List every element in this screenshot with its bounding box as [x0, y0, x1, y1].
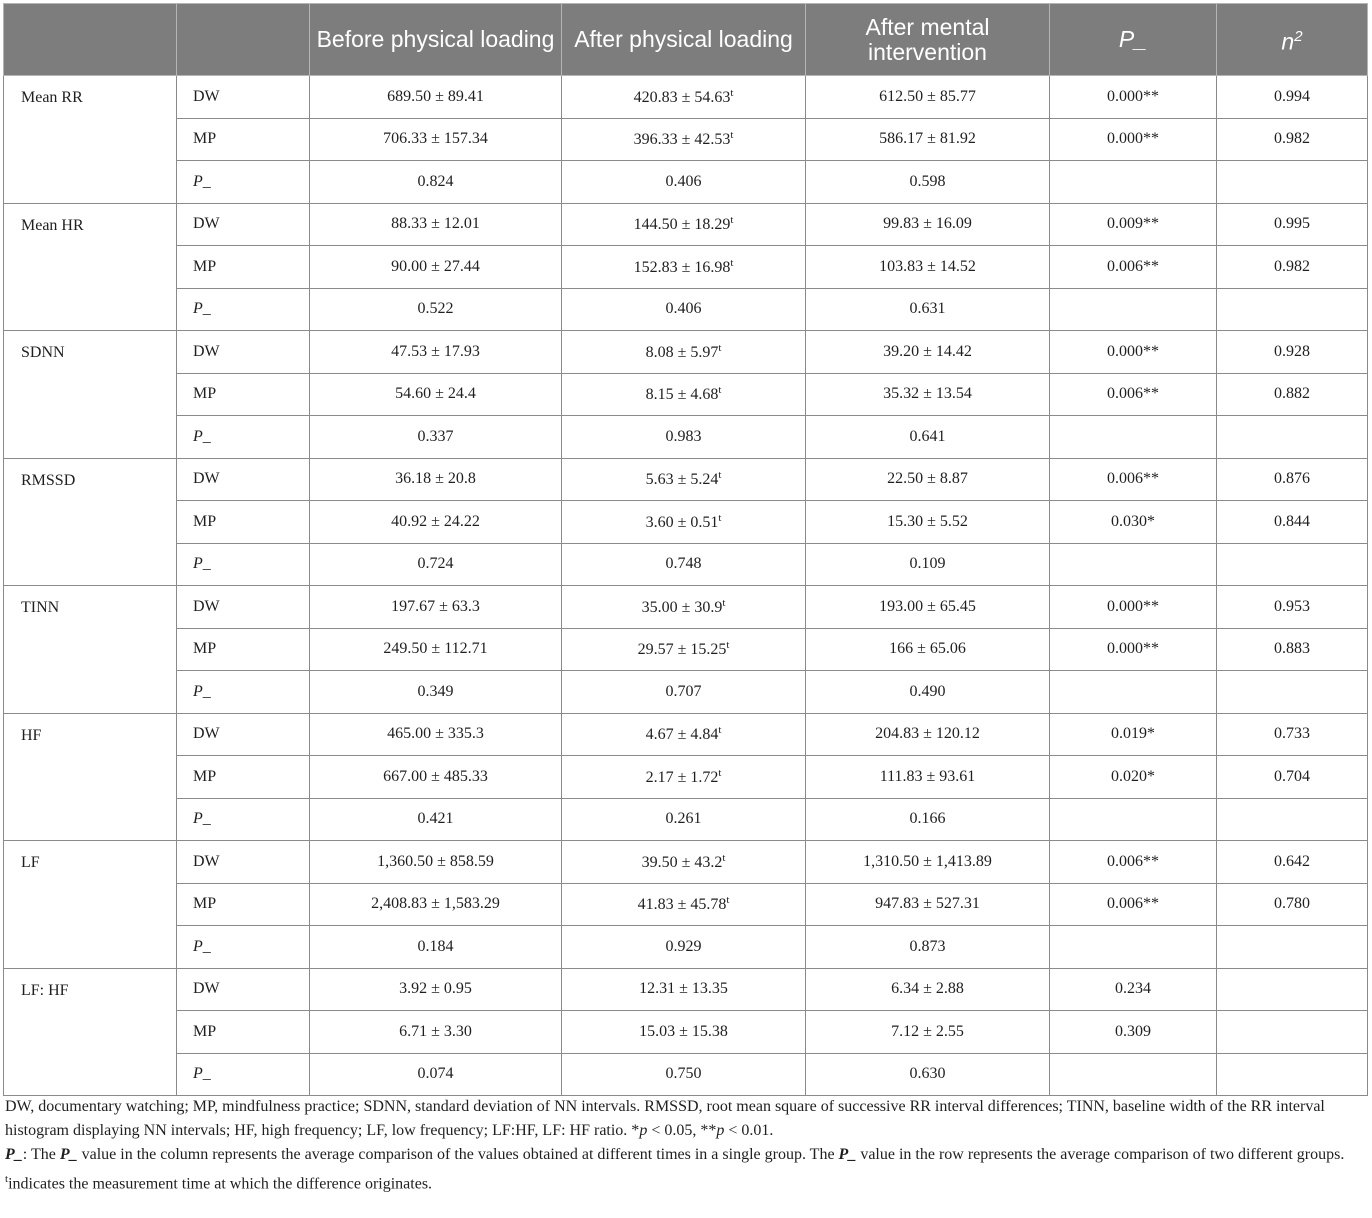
difference-origin-marker: t — [730, 214, 734, 227]
group-label: MP — [177, 756, 310, 799]
after-mental-intervention-cell: 0.641 — [806, 416, 1050, 459]
difference-origin-marker: t — [718, 511, 722, 524]
effect-size-cell — [1217, 968, 1368, 1011]
p-value-cell: 0.000** — [1050, 331, 1217, 374]
effect-size-cell: 0.876 — [1217, 458, 1368, 501]
after-physical-loading-cell — [562, 118, 806, 161]
after-physical-loading-value: 8.15 ± 4.68 — [645, 386, 719, 404]
group-label: DW — [177, 76, 310, 119]
after-physical-loading-value: 12.31 ± 13.35 — [639, 980, 728, 998]
effect-size-cell: 0.642 — [1217, 841, 1368, 884]
group-label: P_ — [177, 798, 310, 841]
p-value-cell — [1050, 926, 1217, 969]
header-effect-size-superscript: 2 — [1294, 28, 1303, 46]
header-row — [4, 4, 1368, 76]
difference-origin-marker: t — [718, 341, 722, 354]
footnote-p-text: value in the column represents the average comparison of the values obtained at different times in a single group. The — [77, 1146, 839, 1163]
after-physical-loading-value: 420.83 ± 54.63 — [633, 88, 731, 106]
header-p-value: P_ — [1050, 4, 1217, 76]
difference-origin-marker: t — [726, 639, 730, 652]
table-row — [4, 671, 1368, 714]
footnote-superscript-marker: t — [5, 1173, 9, 1185]
table-row — [4, 118, 1368, 161]
after-physical-loading-cell — [562, 288, 806, 331]
after-mental-intervention-cell: 0.490 — [806, 671, 1050, 714]
after-mental-intervention-cell: 103.83 ± 14.52 — [806, 246, 1050, 289]
before-loading-cell: 197.67 ± 63.3 — [310, 586, 562, 629]
after-physical-loading-value: 0.406 — [665, 172, 702, 190]
table-row — [4, 331, 1368, 374]
group-label: MP — [177, 1011, 310, 1054]
after-mental-intervention-cell: 1,310.50 ± 1,413.89 — [806, 841, 1050, 884]
parameter-label: TINN — [4, 586, 177, 714]
after-physical-loading-cell — [562, 161, 806, 204]
difference-origin-marker: t — [718, 766, 722, 779]
after-physical-loading-cell — [562, 373, 806, 416]
footnote-superscript-definition — [5, 1167, 1367, 1196]
effect-size-cell — [1217, 416, 1368, 459]
after-mental-intervention-cell: 0.631 — [806, 288, 1050, 331]
footnote-threshold-1: < 0.05, ** — [647, 1122, 717, 1139]
difference-origin-marker: t — [722, 596, 726, 609]
group-label: MP — [177, 246, 310, 289]
table-row — [4, 586, 1368, 629]
p-value-cell: 0.006** — [1050, 841, 1217, 884]
table-row — [4, 246, 1368, 289]
before-loading-cell: 2,408.83 ± 1,583.29 — [310, 883, 562, 926]
parameter-label: Mean RR — [4, 76, 177, 204]
after-physical-loading-value: 41.83 ± 45.78 — [637, 896, 727, 914]
group-label: P_ — [177, 1053, 310, 1096]
after-mental-intervention-cell: 0.109 — [806, 543, 1050, 586]
p-value-cell: 0.006** — [1050, 883, 1217, 926]
before-loading-cell: 0.074 — [310, 1053, 562, 1096]
footnote-threshold-2: < 0.01. — [724, 1122, 774, 1139]
after-physical-loading-value: 29.57 ± 15.25 — [637, 641, 727, 659]
parameter-label: HF — [4, 713, 177, 841]
after-physical-loading-cell — [562, 798, 806, 841]
before-loading-cell: 36.18 ± 20.8 — [310, 458, 562, 501]
after-mental-intervention-cell: 612.50 ± 85.77 — [806, 76, 1050, 119]
effect-size-cell: 0.883 — [1217, 628, 1368, 671]
after-physical-loading-value: 0.929 — [665, 937, 702, 955]
after-mental-intervention-cell: 947.83 ± 527.31 — [806, 883, 1050, 926]
before-loading-cell: 47.53 ± 17.93 — [310, 331, 562, 374]
effect-size-cell — [1217, 926, 1368, 969]
parameter-label: LF — [4, 841, 177, 969]
group-label: P_ — [177, 416, 310, 459]
after-physical-loading-value: 5.63 ± 5.24 — [645, 471, 719, 489]
effect-size-cell — [1217, 798, 1368, 841]
group-label: DW — [177, 713, 310, 756]
after-physical-loading-value: 0.748 — [665, 555, 702, 573]
after-mental-intervention-cell: 111.83 ± 93.61 — [806, 756, 1050, 799]
p-value-cell: 0.000** — [1050, 628, 1217, 671]
after-physical-loading-cell — [562, 671, 806, 714]
effect-size-cell: 0.780 — [1217, 883, 1368, 926]
after-physical-loading-value: 39.50 ± 43.2 — [641, 853, 723, 871]
after-physical-loading-cell — [562, 841, 806, 884]
effect-size-cell — [1217, 1053, 1368, 1096]
footnote-p-term: P_ — [5, 1146, 23, 1163]
after-mental-intervention-cell: 7.12 ± 2.55 — [806, 1011, 1050, 1054]
table-row — [4, 713, 1368, 756]
table-row — [4, 76, 1368, 119]
after-physical-loading-value: 35.00 ± 30.9 — [641, 598, 723, 616]
footnote-p-term: P_ — [59, 1146, 78, 1163]
after-mental-intervention-cell: 6.34 ± 2.88 — [806, 968, 1050, 1011]
before-loading-cell: 706.33 ± 157.34 — [310, 118, 562, 161]
effect-size-cell: 0.928 — [1217, 331, 1368, 374]
difference-origin-marker: t — [730, 129, 734, 142]
table-row — [4, 628, 1368, 671]
effect-size-cell — [1217, 671, 1368, 714]
p-value-cell — [1050, 288, 1217, 331]
table-row — [4, 798, 1368, 841]
footnote-p-text: value in the row represents the average comparison of two different groups. — [856, 1146, 1345, 1163]
after-mental-intervention-cell: 0.166 — [806, 798, 1050, 841]
difference-origin-marker: t — [718, 724, 722, 737]
header-blank-parameter — [4, 4, 177, 76]
after-physical-loading-value: 0.707 — [665, 682, 702, 700]
p-value-cell — [1050, 671, 1217, 714]
before-loading-cell: 465.00 ± 335.3 — [310, 713, 562, 756]
group-label: P_ — [177, 288, 310, 331]
p-value-cell: 0.006** — [1050, 246, 1217, 289]
header-effect-size — [1217, 4, 1368, 76]
p-value-cell — [1050, 1053, 1217, 1096]
before-loading-cell: 54.60 ± 24.4 — [310, 373, 562, 416]
group-label: DW — [177, 203, 310, 246]
difference-origin-marker: t — [718, 384, 722, 397]
group-label: DW — [177, 586, 310, 629]
after-physical-loading-value: 0.406 — [665, 300, 702, 318]
group-label: DW — [177, 968, 310, 1011]
table-row — [4, 161, 1368, 204]
p-value-cell: 0.000** — [1050, 586, 1217, 629]
after-physical-loading-value: 0.750 — [665, 1065, 702, 1083]
group-label: DW — [177, 458, 310, 501]
difference-origin-marker: t — [730, 256, 734, 269]
p-value-cell: 0.009** — [1050, 203, 1217, 246]
before-loading-cell: 689.50 ± 89.41 — [310, 76, 562, 119]
after-mental-intervention-cell: 99.83 ± 16.09 — [806, 203, 1050, 246]
parameter-label: SDNN — [4, 331, 177, 459]
before-loading-cell: 0.337 — [310, 416, 562, 459]
p-value-cell: 0.000** — [1050, 76, 1217, 119]
effect-size-cell: 0.995 — [1217, 203, 1368, 246]
table-row — [4, 543, 1368, 586]
after-mental-intervention-cell: 204.83 ± 120.12 — [806, 713, 1050, 756]
effect-size-cell: 0.733 — [1217, 713, 1368, 756]
table-header — [4, 4, 1368, 76]
after-mental-intervention-cell: 586.17 ± 81.92 — [806, 118, 1050, 161]
after-physical-loading-cell — [562, 543, 806, 586]
header-after-mental-intervention: After mental intervention — [806, 4, 1050, 76]
footnote-p-definition — [5, 1143, 1367, 1167]
before-loading-cell: 88.33 ± 12.01 — [310, 203, 562, 246]
before-loading-cell: 6.71 ± 3.30 — [310, 1011, 562, 1054]
effect-size-cell: 0.844 — [1217, 501, 1368, 544]
footnote-p-term: P_ — [838, 1146, 857, 1163]
after-physical-loading-cell — [562, 756, 806, 799]
table-row — [4, 1053, 1368, 1096]
after-physical-loading-value: 8.08 ± 5.97 — [645, 343, 719, 361]
table-row — [4, 883, 1368, 926]
p-value-cell: 0.234 — [1050, 968, 1217, 1011]
parameter-label: LF: HF — [4, 968, 177, 1096]
effect-size-cell: 0.982 — [1217, 118, 1368, 161]
after-mental-intervention-cell: 0.873 — [806, 926, 1050, 969]
before-loading-cell: 3.92 ± 0.95 — [310, 968, 562, 1011]
p-value-cell — [1050, 161, 1217, 204]
table-body — [4, 76, 1368, 1096]
p-value-cell — [1050, 416, 1217, 459]
table-row — [4, 416, 1368, 459]
after-physical-loading-cell — [562, 458, 806, 501]
after-physical-loading-value: 2.17 ± 1.72 — [645, 768, 719, 786]
after-physical-loading-value: 0.983 — [665, 427, 702, 445]
footnote-p-text: : The — [22, 1146, 60, 1163]
effect-size-cell: 0.882 — [1217, 373, 1368, 416]
p-value-cell: 0.000** — [1050, 118, 1217, 161]
effect-size-cell — [1217, 1011, 1368, 1054]
footnote-abbreviations-text: DW, documentary watching; MP, mindfulness practice; SDNN, standard deviation of NN intervals. RMSSD, root mean square of successive RR interval differences; TINN, baseline width of the RR interval histogram displaying NN intervals; HF, high frequency; LF, low frequency; LF:HF, LF: HF ratio. * — [5, 1098, 1325, 1139]
before-loading-cell: 0.184 — [310, 926, 562, 969]
parameter-label: Mean HR — [4, 203, 177, 331]
table-row — [4, 841, 1368, 884]
p-value-cell: 0.020* — [1050, 756, 1217, 799]
before-loading-cell: 0.349 — [310, 671, 562, 714]
group-label: DW — [177, 841, 310, 884]
before-loading-cell: 667.00 ± 485.33 — [310, 756, 562, 799]
after-physical-loading-value: 152.83 ± 16.98 — [633, 258, 731, 276]
table-row — [4, 756, 1368, 799]
header-after-physical-loading: After physical loading — [562, 4, 806, 76]
before-loading-cell: 0.421 — [310, 798, 562, 841]
before-loading-cell: 0.824 — [310, 161, 562, 204]
difference-origin-marker: t — [722, 851, 726, 864]
after-mental-intervention-cell: 166 ± 65.06 — [806, 628, 1050, 671]
effect-size-cell — [1217, 161, 1368, 204]
after-physical-loading-value: 0.261 — [665, 810, 702, 828]
group-label: DW — [177, 331, 310, 374]
after-physical-loading-value: 144.50 ± 18.29 — [633, 216, 731, 234]
group-label: P_ — [177, 543, 310, 586]
table-row — [4, 373, 1368, 416]
table-row — [4, 501, 1368, 544]
after-physical-loading-cell — [562, 628, 806, 671]
group-label: MP — [177, 501, 310, 544]
table-row — [4, 968, 1368, 1011]
group-label: MP — [177, 373, 310, 416]
after-physical-loading-cell — [562, 76, 806, 119]
after-physical-loading-cell — [562, 1053, 806, 1096]
after-physical-loading-cell — [562, 586, 806, 629]
parameter-label: RMSSD — [4, 458, 177, 586]
after-physical-loading-value: 396.33 ± 42.53 — [633, 131, 731, 149]
effect-size-cell: 0.994 — [1217, 76, 1368, 119]
after-physical-loading-cell — [562, 501, 806, 544]
after-mental-intervention-cell: 193.00 ± 65.45 — [806, 586, 1050, 629]
after-mental-intervention-cell: 15.30 ± 5.52 — [806, 501, 1050, 544]
group-label: P_ — [177, 926, 310, 969]
after-physical-loading-cell — [562, 713, 806, 756]
table-row — [4, 1011, 1368, 1054]
header-blank-group — [177, 4, 310, 76]
group-label: P_ — [177, 671, 310, 714]
p-value-cell: 0.019* — [1050, 713, 1217, 756]
after-physical-loading-cell — [562, 883, 806, 926]
effect-size-cell: 0.704 — [1217, 756, 1368, 799]
effect-size-cell: 0.982 — [1217, 246, 1368, 289]
before-loading-cell: 40.92 ± 24.22 — [310, 501, 562, 544]
after-mental-intervention-cell: 35.32 ± 13.54 — [806, 373, 1050, 416]
after-physical-loading-cell — [562, 246, 806, 289]
after-physical-loading-cell — [562, 331, 806, 374]
group-label: MP — [177, 628, 310, 671]
before-loading-cell: 1,360.50 ± 858.59 — [310, 841, 562, 884]
after-physical-loading-cell — [562, 203, 806, 246]
after-physical-loading-value: 15.03 ± 15.38 — [639, 1022, 728, 1040]
header-before-physical-loading: Before physical loading — [310, 4, 562, 76]
p-value-cell: 0.006** — [1050, 373, 1217, 416]
p-value-cell: 0.309 — [1050, 1011, 1217, 1054]
after-mental-intervention-cell: 0.598 — [806, 161, 1050, 204]
difference-origin-marker: t — [726, 894, 730, 907]
results-table-container — [3, 3, 1367, 1096]
after-physical-loading-cell — [562, 1011, 806, 1054]
table-row — [4, 203, 1368, 246]
footnote-p-symbol: p — [639, 1122, 648, 1139]
effect-size-cell: 0.953 — [1217, 586, 1368, 629]
p-value-cell: 0.030* — [1050, 501, 1217, 544]
header-effect-size-base: n — [1281, 28, 1295, 55]
before-loading-cell: 249.50 ± 112.71 — [310, 628, 562, 671]
before-loading-cell: 0.522 — [310, 288, 562, 331]
after-mental-intervention-cell: 0.630 — [806, 1053, 1050, 1096]
table-row — [4, 458, 1368, 501]
footnote-superscript-text: indicates the measurement time at which the difference originates. — [8, 1175, 433, 1193]
before-loading-cell: 90.00 ± 27.44 — [310, 246, 562, 289]
difference-origin-marker: t — [730, 86, 734, 99]
effect-size-cell — [1217, 288, 1368, 331]
after-physical-loading-cell — [562, 416, 806, 459]
after-physical-loading-cell — [562, 968, 806, 1011]
effect-size-cell — [1217, 543, 1368, 586]
group-label: P_ — [177, 161, 310, 204]
group-label: MP — [177, 118, 310, 161]
after-mental-intervention-cell: 39.20 ± 14.42 — [806, 331, 1050, 374]
table-footnotes — [5, 1095, 1367, 1196]
group-label: MP — [177, 883, 310, 926]
after-physical-loading-value: 3.60 ± 0.51 — [645, 513, 719, 531]
hrv-results-table — [3, 3, 1368, 1096]
before-loading-cell: 0.724 — [310, 543, 562, 586]
table-row — [4, 926, 1368, 969]
p-value-cell — [1050, 798, 1217, 841]
difference-origin-marker: t — [718, 469, 722, 482]
after-physical-loading-value: 4.67 ± 4.84 — [645, 726, 719, 744]
footnote-p-symbol: p — [716, 1122, 725, 1139]
p-value-cell: 0.006** — [1050, 458, 1217, 501]
p-value-cell — [1050, 543, 1217, 586]
after-mental-intervention-cell: 22.50 ± 8.87 — [806, 458, 1050, 501]
after-physical-loading-cell — [562, 926, 806, 969]
footnote-abbreviations — [5, 1095, 1367, 1143]
table-row — [4, 288, 1368, 331]
